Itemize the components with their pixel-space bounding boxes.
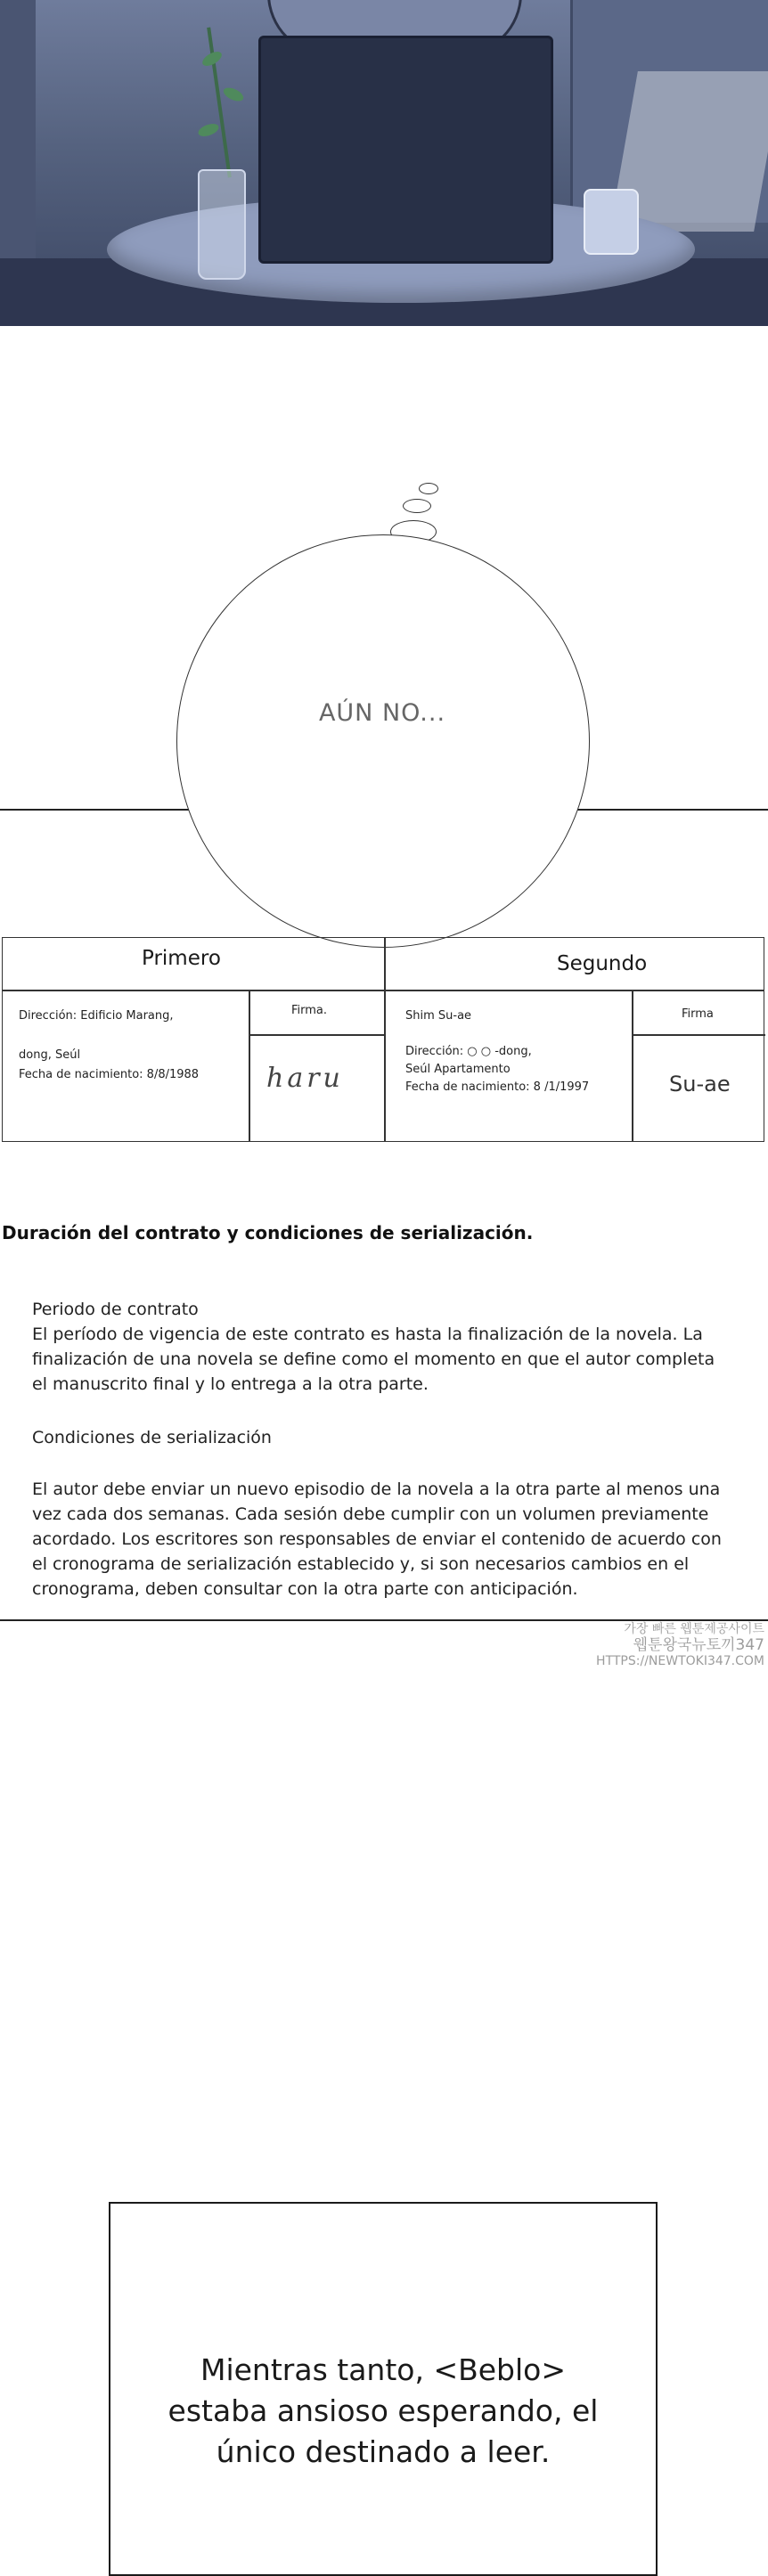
table-column-divider <box>249 990 250 1141</box>
second-address-line1: Dirección: ○ ○ -dong, <box>405 1045 532 1058</box>
period-heading: Periodo de contrato <box>32 1300 199 1319</box>
first-address-line1: Dirección: Edificio Marang, <box>19 1009 174 1023</box>
first-birthdate: Fecha de nacimiento: 8/8/1988 <box>19 1068 200 1081</box>
thought-dot-medium <box>403 499 431 513</box>
period-body: El período de vigencia de este contrato es hasta la finalización de la novela. La finalización de una novela se define como el momento en que el autor completa el manuscrito final y lo entrega a la otra parte. <box>32 1325 715 1394</box>
first-firma-label: Firma. <box>291 1004 328 1017</box>
thought-dot-small <box>419 483 438 494</box>
laptop <box>258 36 553 264</box>
watermark-line3: HTTPS://NEWTOKI347.COM <box>596 1654 764 1668</box>
table-column-divider <box>632 990 633 1141</box>
firma-divider <box>632 1034 765 1036</box>
plant-leaf <box>197 121 221 138</box>
cup <box>584 189 639 255</box>
second-address-line2: Seúl Apartamento <box>405 1063 511 1076</box>
first-party-heading: Primero <box>142 947 221 970</box>
narration-line3: único destinado a leer. <box>216 2434 551 2469</box>
second-birthdate: Fecha de nacimiento: 8 /1/1997 <box>405 1080 590 1094</box>
table-column-divider <box>384 938 386 1141</box>
plant-stem <box>207 28 232 178</box>
thought-text: AÚN NO... <box>318 699 446 727</box>
watermark-line2: 웹툰왕국뉴토끼347 <box>633 1636 764 1654</box>
firma-divider <box>249 1034 384 1036</box>
contract-table <box>2 937 764 1142</box>
narration-line1: Mientras tanto, <Beblo> <box>200 2352 566 2387</box>
watermark-line1: 가장 빠른 웹툰제공사이트 <box>624 1622 764 1636</box>
plant-leaf <box>222 85 246 103</box>
night-scene-illustration <box>0 0 768 326</box>
first-signature: haru <box>266 1063 344 1094</box>
first-address-line2: dong, Seúl <box>19 1048 81 1062</box>
second-party-heading: Segundo <box>557 952 648 975</box>
site-watermark <box>577 1621 764 1669</box>
clauses-title: Duración del contrato y condiciones de serialización. <box>2 1222 534 1243</box>
second-signature: Su-ae <box>669 1072 731 1096</box>
glass-vase <box>198 169 246 280</box>
second-firma-label: Firma <box>682 1007 714 1021</box>
narration-text <box>109 2350 658 2473</box>
second-name: Shim Su-ae <box>405 1009 472 1023</box>
conditions-heading: Condiciones de serialización <box>32 1428 272 1447</box>
table-row-divider <box>3 990 764 991</box>
thought-bubble <box>176 534 590 948</box>
conditions-body: El autor debe enviar un nuevo episodio de la novela a la otra parte al menos una vez cada dos semanas. Cada sesión debe cumplir con un volumen previamente acordado. Los escritores son responsables de enviar el contenido de acuerdo con el cronograma de serialización establecido y, si son necesarios cambios en el cronograma, deben consultar con la otra parte con anticipación. <box>32 1480 722 1599</box>
narration-line2: estaba ansioso esperando, el <box>167 2393 599 2428</box>
